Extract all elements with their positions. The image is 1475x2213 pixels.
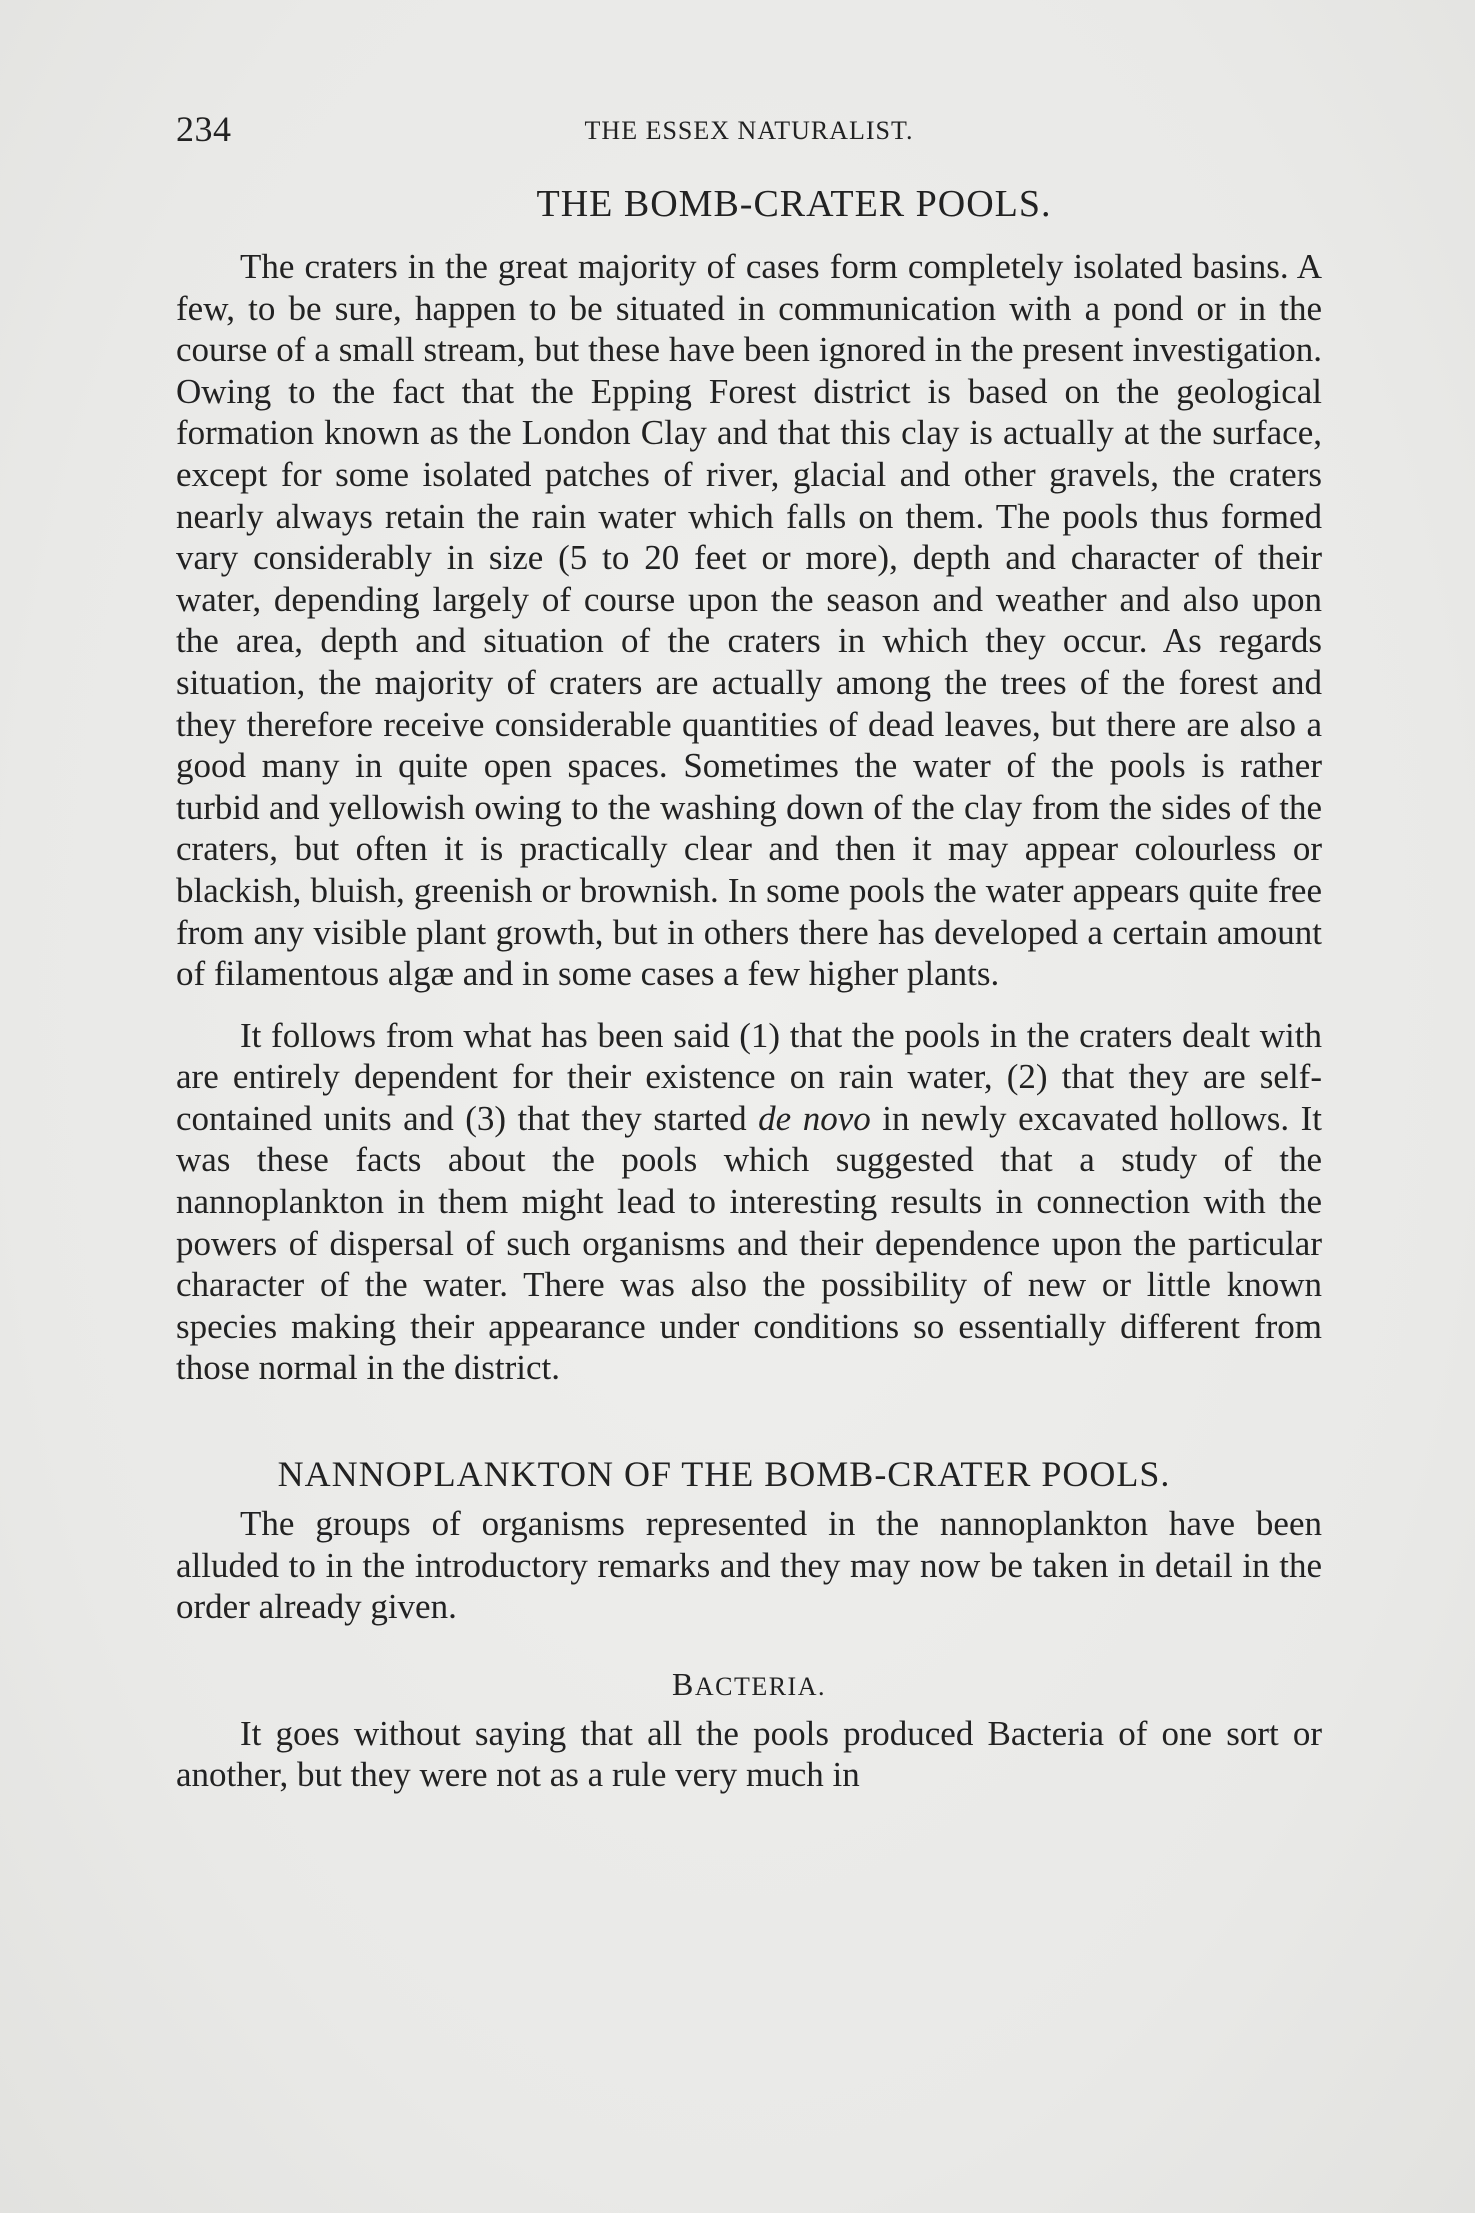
subsection-title-bacteria xyxy=(176,1666,1322,1703)
page-body xyxy=(176,182,1322,1796)
paragraph: It goes without saying that all the pools produced Bacteria of one sort or another, but they were not as a rule very much in xyxy=(176,1713,1322,1795)
subsection-title-initial: B xyxy=(671,1665,695,1702)
page-header xyxy=(176,108,1322,158)
paragraph xyxy=(176,1015,1322,1389)
subsection-title-rest: ACTERIA. xyxy=(694,1671,826,1701)
section-title-nannoplankton: NANNOPLANKTON OF THE BOMB-CRATER POOLS. xyxy=(277,1454,1171,1495)
paragraph: The craters in the great majority of cases form completely isolated basins. A few, to be sure, happen to be situated in communication with a pond or in the course of a small stream, but these have been ignored in the present investigation. Owing to the fact that the Epping Forest district is based on the geological formation known as the London Clay and that this clay is actually at the surface, except for some isolated patches of river, glacial and other gravels, the craters nearly always retain the rain water which falls on them. The pools thus formed vary considerably in size (5 to 20 feet or more), depth and character of their water, depending largely of course upon the season and weather and also upon the area, depth and situation of the craters in which they occur. As regards situation, the majority of craters are actually among the trees of the forest and they therefore receive considerable quantities of dead leaves, but there are also a good many in quite open spaces. Sometimes the water of the pools is rather turbid and yellowish owing to the washing down of the clay from the sides of the craters, but often it is practically clear and then it may appear colourless or blackish, bluish, greenish or brownish. In some pools the water appears quite free from any visible plant growth, but in others there has developed a certain amount of filamentous algæ and in some cases a few higher plants. xyxy=(176,247,1322,994)
paragraph: The groups of organisms represented in the nannoplankton have been alluded to in the introductory remarks and they may now be taken in detail in the order already given. xyxy=(176,1504,1322,1627)
running-head: THE ESSEX NATURALIST. xyxy=(584,116,914,145)
paragraph-text: It follows from what has been said (1) that the pools in the craters dealt with are entirely dependent for their existence on rain water, (2) that they are self-contained units and (3) that they started xyxy=(176,1015,1322,1138)
page-number: 234 xyxy=(176,109,232,149)
paragraph-text: in newly excavated hollows. It was these facts about the pools which suggested that a study of the nannoplankton in them might lead to interesting results in connection with the powers of dispersal of such organisms and their dependence upon the particular character of the water. There was also the possibility of new or little known species making their appearance under conditions so essentially different from those normal in the district. xyxy=(176,1098,1322,1388)
italic-term: de novo xyxy=(758,1098,871,1138)
section-title-bomb-crater-pools: THE BOMB-CRATER POOLS. xyxy=(536,183,1052,225)
